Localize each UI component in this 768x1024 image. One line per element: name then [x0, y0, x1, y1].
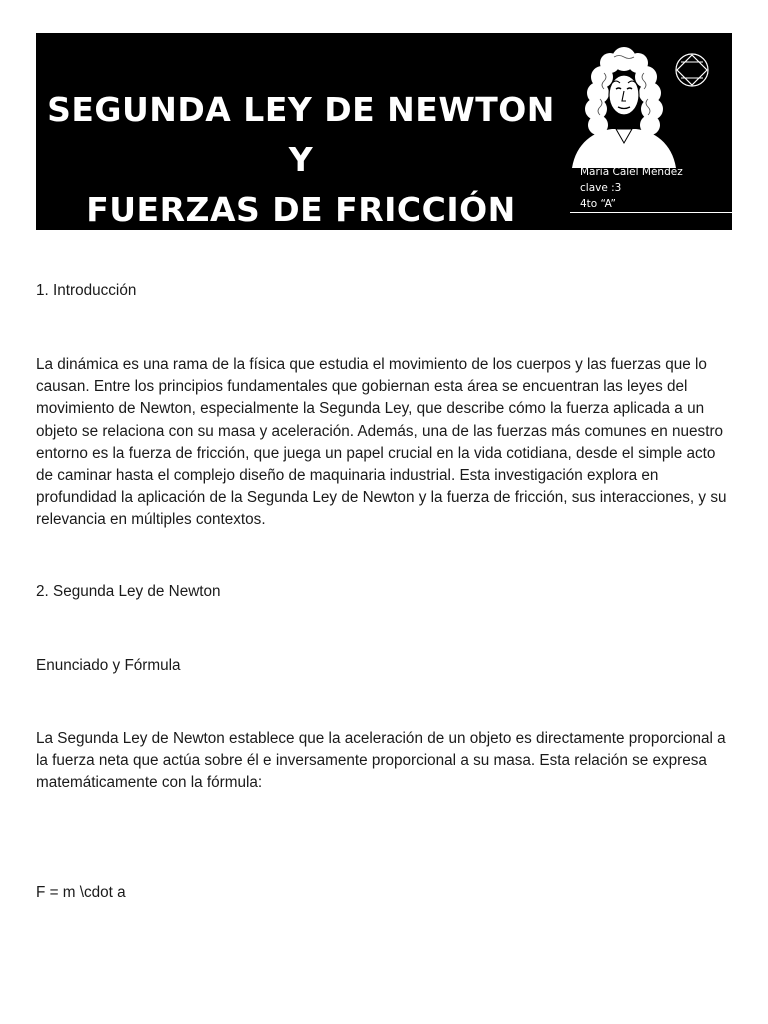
document-title: [36, 85, 566, 230]
newton-paragraph: La Segunda Ley de Newton establece que la aceleración de un objeto es directamente proporcional a la fuerza neta que actúa sobre él e inversamente proporcional a su masa. Esta relación se expresa matemáticamente con la fórmula:: [36, 730, 726, 792]
subheading-enunciado: Enunciado y Fórmula: [36, 657, 181, 674]
author-clave: clave :3: [580, 182, 622, 194]
author-info: [580, 164, 730, 212]
intro-paragraph: La dinámica es una rama de la física que estudia el movimiento de los cuerpos y las fuerzas que lo causan. Entre los principios fundamentales que gobiernan esta área se encuentran las leyes del movimiento de Newton, especialmente la Segunda Ley, que describe cómo la fuerza aplicada a un objeto se relaciona con su masa y aceleración. Además, una de las fuerzas más comunes en nuestro entorno es la fuerza de fricción, que juega un papel crucial en la vida cotidiana, desde el simple acto de caminar hasta el complejo diseño de maquinaria industrial. Esta investigación explora en profundidad la aplicación de la Segunda Ley de Newton y la fuerza de fricción, sus interacciones, y su relevancia en múltiples contextos.: [36, 356, 727, 529]
divider: [570, 212, 732, 213]
header-banner: [36, 33, 732, 230]
newton-portrait-icon: [564, 43, 684, 168]
section-heading-segunda-ley: 2. Segunda Ley de Newton: [36, 583, 221, 600]
title-line-2: FUERZAS DE FRICCIÓN: [86, 190, 516, 229]
title-line-1: SEGUNDA LEY DE NEWTON Y: [47, 90, 555, 179]
geometric-diamond-logo-icon: [674, 52, 710, 88]
formula: F = m \cdot a: [36, 884, 126, 901]
author-grade: 4to “A”: [580, 198, 616, 210]
section-heading-introduccion: 1. Introducción: [36, 282, 137, 299]
author-name: Maria Calel Méndez: [580, 166, 683, 178]
